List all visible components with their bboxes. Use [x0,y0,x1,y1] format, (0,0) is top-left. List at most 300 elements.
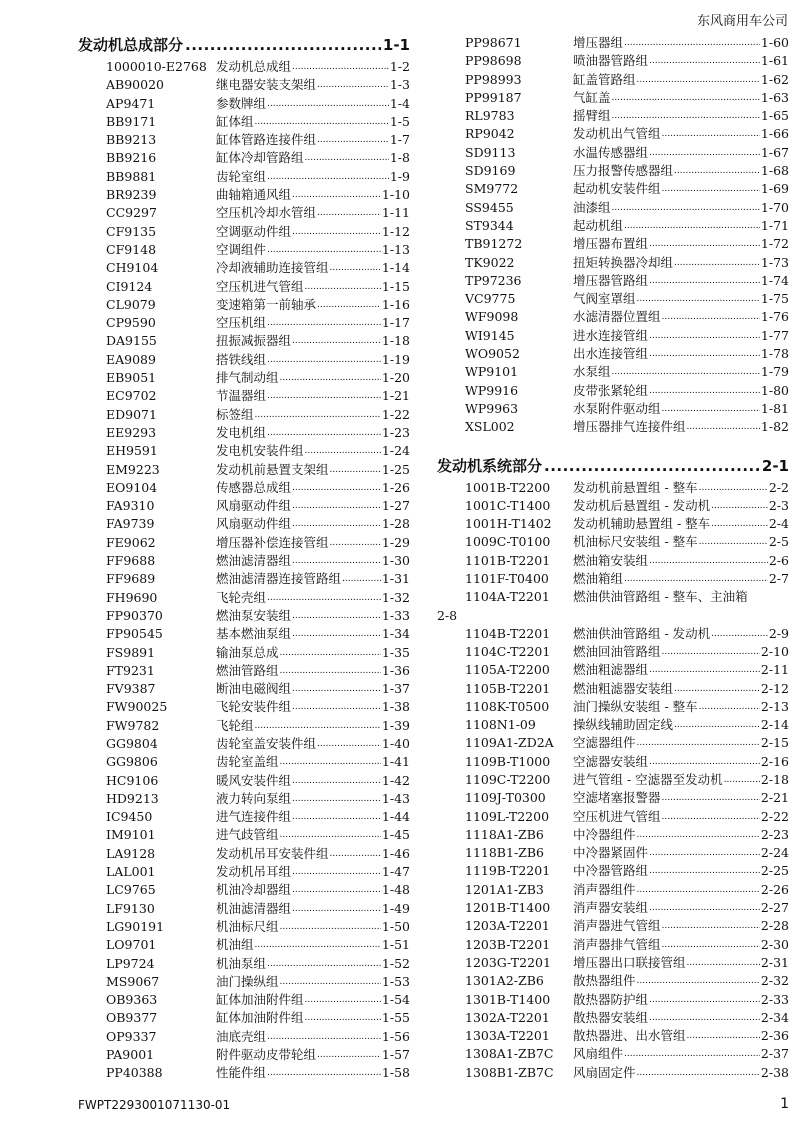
dot-leader [280,662,381,680]
entry-code: WO9052 [465,346,520,362]
entry-name: 起动机组 [573,217,624,233]
entry-name: 缸体组 [216,113,254,129]
entry-code: RP9042 [465,126,515,142]
toc-entry[interactable] [437,789,789,807]
toc-entry[interactable] [78,881,410,899]
entry-name: 排气制动组 [216,370,279,386]
toc-entry[interactable] [78,58,410,76]
toc-entry[interactable] [437,899,789,917]
toc-entry[interactable] [78,351,410,369]
entry-code: LC9765 [106,882,156,898]
toc-entry[interactable] [78,589,410,607]
dot-leader [280,826,381,844]
dot-leader [624,217,760,235]
entry-page: 1-62 [760,71,789,87]
entry-name: 发动机吊耳安装件组 [216,845,329,861]
toc-entry[interactable] [78,552,410,570]
toc-entry[interactable] [437,34,789,52]
entry-name: 冷却液辅助连接管组 [216,260,329,276]
toc-entry[interactable] [437,180,789,198]
entry-page: 1-31 [381,571,410,587]
toc-entry[interactable] [78,387,410,405]
entry-name: 输油泵总成 [216,644,279,660]
entry-code: EA9089 [106,351,156,367]
toc-entry[interactable] [78,570,410,588]
dot-leader [292,625,381,643]
entry-name: 缸体管路连接件组 [216,132,317,148]
toc-entry[interactable] [437,844,789,862]
toc-entry[interactable] [437,698,789,716]
entry-page: 1-72 [760,236,789,252]
dot-leader [317,735,381,753]
toc-entry[interactable] [78,406,410,424]
entry-page: 1-51 [381,937,410,953]
toc-entry[interactable] [78,168,410,186]
entry-code: 1109B-T1000 [465,753,551,769]
dot-leader [267,241,381,259]
section-heading-engine-assembly[interactable] [78,34,410,56]
entry-code: 1201B-T1400 [465,900,551,916]
entry-page: 1-17 [381,315,410,331]
toc-entry[interactable] [78,1064,410,1082]
dot-leader [292,515,381,533]
entry-name: 缸体加油附件组 [216,992,304,1008]
entry-page: 1-9 [389,168,410,184]
toc-entry[interactable] [78,735,410,753]
entry-name: 皮带张紧轮组 [573,382,649,398]
entry-page: 1-4 [389,95,410,111]
entry-name: 断油电磁阀组 [216,681,292,697]
toc-entry[interactable] [437,1045,789,1063]
entry-name: 节温器组 [216,388,267,404]
entry-name: 风扇驱动件组 [216,498,292,514]
dot-leader [292,479,381,497]
toc-entry[interactable] [437,771,789,789]
entry-code: CH9104 [106,260,159,276]
dot-leader [662,917,760,935]
entry-name: 发动机前悬置支架组 [216,461,329,477]
entry-page: 1-23 [381,424,410,440]
toc-entry[interactable] [437,588,789,606]
dot-leader [292,698,381,716]
toc-entry[interactable] [437,808,789,826]
entry-code: CI9124 [106,278,153,294]
entry-code: TP97236 [465,272,522,288]
entry-name: 操纵线辅助固定线 [573,717,674,733]
toc-entry[interactable] [437,1009,789,1027]
toc-entry[interactable] [78,826,410,844]
entry-name: 增压器组 [573,35,624,50]
entry-code: 1104B-T2201 [465,625,551,641]
entry-page: 2-34 [760,1009,789,1025]
toc-entry[interactable] [437,107,789,125]
entry-name: 齿轮室组 [216,168,267,184]
toc-entry[interactable] [78,278,410,296]
toc-entry[interactable] [437,199,789,217]
entry-code: 1109L-T2200 [465,808,550,824]
entry-page: 1-63 [760,89,789,105]
toc-entry[interactable] [437,327,789,345]
entry-page: 1-33 [381,607,410,623]
entry-name: 发动机前悬置组 - 整车 [573,479,698,495]
entry-page: 2-21 [760,790,789,806]
dot-leader [662,125,760,143]
entry-page: 1-69 [760,181,789,197]
toc-entry[interactable] [78,149,410,167]
dot-leader [612,199,760,217]
entry-code: LAL001 [106,864,156,880]
toc-entry[interactable] [437,162,789,180]
entry-code: IC9450 [106,809,153,825]
entry-code: 1009C-T0100 [465,534,551,550]
dot-leader [662,808,760,826]
entry-name: 发电机安装件组 [216,443,304,459]
entry-page: 1-36 [381,662,410,678]
entry-code: PP98671 [465,35,522,50]
entry-page: 1-37 [381,681,410,697]
toc-entry[interactable] [78,497,410,515]
toc-entry[interactable] [437,1064,789,1082]
dot-leader [674,680,760,698]
toc-entry[interactable] [78,936,410,954]
toc-list-left [78,58,410,1083]
entry-page: 1-28 [381,516,410,532]
toc-entry[interactable] [78,1046,410,1064]
toc-entry[interactable] [78,369,410,387]
entry-name: 参数牌组 [216,95,267,111]
dot-leader [292,607,381,625]
entry-code: BB9881 [106,168,157,184]
entry-code: HD9213 [106,790,159,806]
entry-page: 1-43 [381,790,410,806]
toc-entry[interactable] [437,826,789,844]
entry-code: 1118A1-ZB6 [465,826,544,842]
toc-entry[interactable] [78,223,410,241]
entry-code: EC9702 [106,388,157,404]
entry-page: 1-82 [760,419,789,435]
toc-entry[interactable] [78,76,410,94]
dot-leader [662,643,760,661]
dot-leader [292,552,381,570]
toc-entry[interactable] [437,1027,789,1045]
entry-code: 1101F-T0400 [465,571,549,587]
entry-code: LO9701 [106,937,157,953]
entry-name: 附件驱动皮带轮组 [216,1047,317,1063]
toc-entry[interactable] [78,479,410,497]
entry-name: 中冷器管路组 [573,863,649,879]
entry-code: SD9113 [465,144,516,160]
entry-page: 2-24 [760,845,789,861]
entry-page: 2-3 [768,497,789,513]
toc-entry[interactable] [78,534,410,552]
entry-page: 2-4 [768,516,789,532]
toc-entry[interactable] [437,972,789,990]
entry-name: 散热器安装组 [573,1009,649,1025]
toc-entry[interactable] [437,515,789,533]
entry-name: 进气连接件组 [216,809,292,825]
entry-page: 1-67 [760,144,789,160]
toc-entry[interactable] [78,1009,410,1027]
entry-page: 1-61 [760,53,789,69]
entry-name: 消声器排气管组 [573,936,661,952]
toc-entry[interactable] [437,533,789,551]
dot-leader [649,661,760,679]
dot-leader [544,455,760,477]
entry-code: IM9101 [106,827,156,843]
entry-code: FA9310 [106,498,155,514]
toc-entry[interactable] [78,863,410,881]
entry-code: 1105A-T2200 [465,662,550,678]
dot-leader [342,570,381,588]
entry-name: 齿轮室盖安装件组 [216,735,317,751]
entry-page: 1-58 [381,1065,410,1081]
dot-leader [292,790,381,808]
entry-name: 燃油滤清器连接管路组 [216,571,342,587]
dot-leader [267,424,381,442]
toc-entry[interactable] [78,790,410,808]
toc-entry[interactable] [437,217,789,235]
toc-entry[interactable] [437,936,789,954]
entry-name: 液力转向泵组 [216,790,292,806]
toc-entry[interactable] [78,698,410,716]
section-title: 发动机系统部分 [437,456,543,475]
dot-leader [305,278,381,296]
entry-name: 空调驱动件组 [216,223,292,239]
entry-page: 1-81 [760,400,789,416]
entry-code: 1108N1-09 [465,717,536,733]
toc-entry[interactable] [437,881,789,899]
entry-code: FF9688 [106,553,156,569]
entry-code: 1104C-T2201 [465,643,551,659]
toc-entry[interactable] [437,363,789,381]
toc-entry[interactable] [437,661,789,679]
toc-entry[interactable] [78,772,410,790]
dot-leader [292,808,381,826]
toc-entry[interactable] [78,808,410,826]
dot-leader [267,387,381,405]
entry-name: 缸体冷却管路组 [216,150,304,166]
entry-name: 消声器组件 [573,881,636,897]
toc-entry[interactable] [78,332,410,350]
entry-page: 1-75 [760,291,789,307]
entry-page: 1-3 [389,77,410,93]
dot-leader [185,34,381,56]
toc-list-right-continued [437,34,789,437]
dot-leader [292,680,381,698]
toc-entry[interactable] [437,290,789,308]
entry-name: 空压机进气管组 [216,278,304,294]
entry-page: 1-24 [381,443,410,459]
entry-code: AB90020 [106,77,164,93]
dot-leader [267,955,381,973]
entry-name: 机油滤清器组 [216,900,292,916]
entry-page: 1-66 [760,126,789,142]
toc-entry[interactable] [78,607,410,625]
toc-entry[interactable] [78,296,410,314]
toc-entry[interactable] [437,272,789,290]
entry-page: 1-22 [381,406,410,422]
entry-page: 1-16 [381,296,410,312]
toc-entry[interactable] [78,644,410,662]
entry-name: 变速箱第一前轴承 [216,296,317,312]
toc-entry[interactable] [78,680,410,698]
entry-page: 1-56 [381,1028,410,1044]
entry-page: 2-27 [760,900,789,916]
toc-entry[interactable] [437,144,789,162]
entry-code: EH9591 [106,443,158,459]
toc-entry[interactable] [437,308,789,326]
toc-entry[interactable] [437,497,789,515]
entry-code: XSL002 [465,419,515,435]
entry-page: 1-14 [381,260,410,276]
entry-page: 1-29 [381,534,410,550]
entry-page: 2-11 [760,662,789,678]
toc-entry[interactable] [437,52,789,70]
toc-entry[interactable] [78,900,410,918]
entry-name: 水泵附件驱动组 [573,400,661,416]
entry-code: WF9098 [465,309,519,325]
dot-leader [637,290,760,308]
toc-entry[interactable] [78,314,410,332]
toc-entry[interactable] [78,717,410,735]
entry-code: DA9155 [106,333,157,349]
entry-name: 增压器布置组 [573,236,649,252]
entry-page: 2-9 [768,625,789,641]
toc-entry[interactable] [78,1028,410,1046]
toc-entry[interactable] [437,680,789,698]
toc-entry[interactable] [78,424,410,442]
entry-page: 1-21 [381,388,410,404]
entry-page: 2-28 [760,918,789,934]
toc-entry[interactable] [437,235,789,253]
entry-page: 1-74 [760,272,789,288]
entry-page: 1-7 [389,132,410,148]
entry-page: 2-13 [760,698,789,714]
dot-leader [292,900,381,918]
toc-entry[interactable] [78,241,410,259]
entry-code: BB9216 [106,150,157,166]
toc-entry[interactable] [78,955,410,973]
entry-name: 空压机组 [216,315,267,331]
entry-page: 1-53 [381,973,410,989]
toc-entry[interactable] [437,552,789,570]
entry-page: 1-68 [760,163,789,179]
entry-code: MS9067 [106,973,160,989]
toc-left-column [78,34,410,1083]
entry-page: 1-10 [381,187,410,203]
toc-entry[interactable] [437,71,789,89]
entry-code: CF9135 [106,223,157,239]
toc-entry[interactable] [437,479,789,497]
toc-entry[interactable] [437,125,789,143]
toc-entry[interactable] [437,382,789,400]
entry-page: 1-71 [760,217,789,233]
toc-entry[interactable] [437,418,789,436]
toc-entry[interactable] [78,204,410,222]
entry-page: 1-38 [381,699,410,715]
toc-entry[interactable] [78,625,410,643]
toc-entry[interactable] [437,862,789,880]
toc-entry[interactable] [78,186,410,204]
toc-entry[interactable] [437,625,789,643]
toc-entry[interactable] [78,95,410,113]
toc-entry[interactable] [78,991,410,1009]
dot-leader [649,862,760,880]
entry-name: 起动机安装件组 [573,181,661,197]
toc-entry[interactable] [437,643,789,661]
toc-entry[interactable] [437,345,789,363]
dot-leader [662,789,760,807]
entry-code: WP9963 [465,400,519,416]
dot-leader [649,327,760,345]
dot-leader [649,52,760,70]
toc-list-systems [437,479,789,607]
dot-leader [637,1064,760,1082]
entry-name: 机油泵组 [216,955,267,971]
dot-leader [317,296,381,314]
toc-entry[interactable] [437,89,789,107]
entry-name: 增压器排气连接件组 [573,419,686,435]
dot-leader [624,1045,760,1063]
toc-entry[interactable] [78,753,410,771]
toc-entry[interactable] [78,113,410,131]
entry-page: 1-49 [381,900,410,916]
toc-entry[interactable] [437,753,789,771]
toc-entry[interactable] [437,716,789,734]
entry-name: 燃油供油管路组 - 整车、主油箱 [573,589,748,605]
toc-entry[interactable] [437,917,789,935]
entry-page: 2-5 [768,534,789,550]
toc-entry[interactable] [437,734,789,752]
dot-leader [649,382,760,400]
toc-entry[interactable] [78,973,410,991]
entry-name: 散热器防护组 [573,991,649,1007]
section-page: 1-1 [382,36,410,54]
entry-page: 1-47 [381,864,410,880]
entry-code: PP98698 [465,53,522,69]
entry-code: GG9804 [106,735,158,751]
dot-leader [649,844,760,862]
section-heading-engine-systems[interactable] [437,455,789,477]
dot-leader [724,771,760,789]
toc-entry[interactable] [437,400,789,418]
toc-entry[interactable] [78,845,410,863]
toc-entry[interactable] [78,515,410,533]
dot-leader [280,753,381,771]
entry-page: 1-5 [389,113,410,129]
toc-entry[interactable] [78,918,410,936]
entry-code: HC9106 [106,772,159,788]
toc-entry[interactable] [437,254,789,272]
entry-name: 燃油泵安装组 [216,607,292,623]
dot-leader [292,186,381,204]
toc-entry[interactable] [78,461,410,479]
toc-entry[interactable] [78,662,410,680]
toc-entry[interactable] [78,442,410,460]
dot-leader [674,254,760,272]
toc-entry[interactable] [437,991,789,1009]
entry-page: 1-25 [381,461,410,477]
entry-name: 气阀室罩组 [573,291,636,307]
toc-entry[interactable] [437,954,789,972]
entry-code: FP90545 [106,626,163,642]
entry-page: 1-32 [381,589,410,605]
entry-name: 扭振减振器组 [216,333,292,349]
toc-entry[interactable] [78,259,410,277]
toc-entry[interactable] [437,570,789,588]
entry-page: 1-60 [760,35,789,50]
toc-entry[interactable] [78,131,410,149]
